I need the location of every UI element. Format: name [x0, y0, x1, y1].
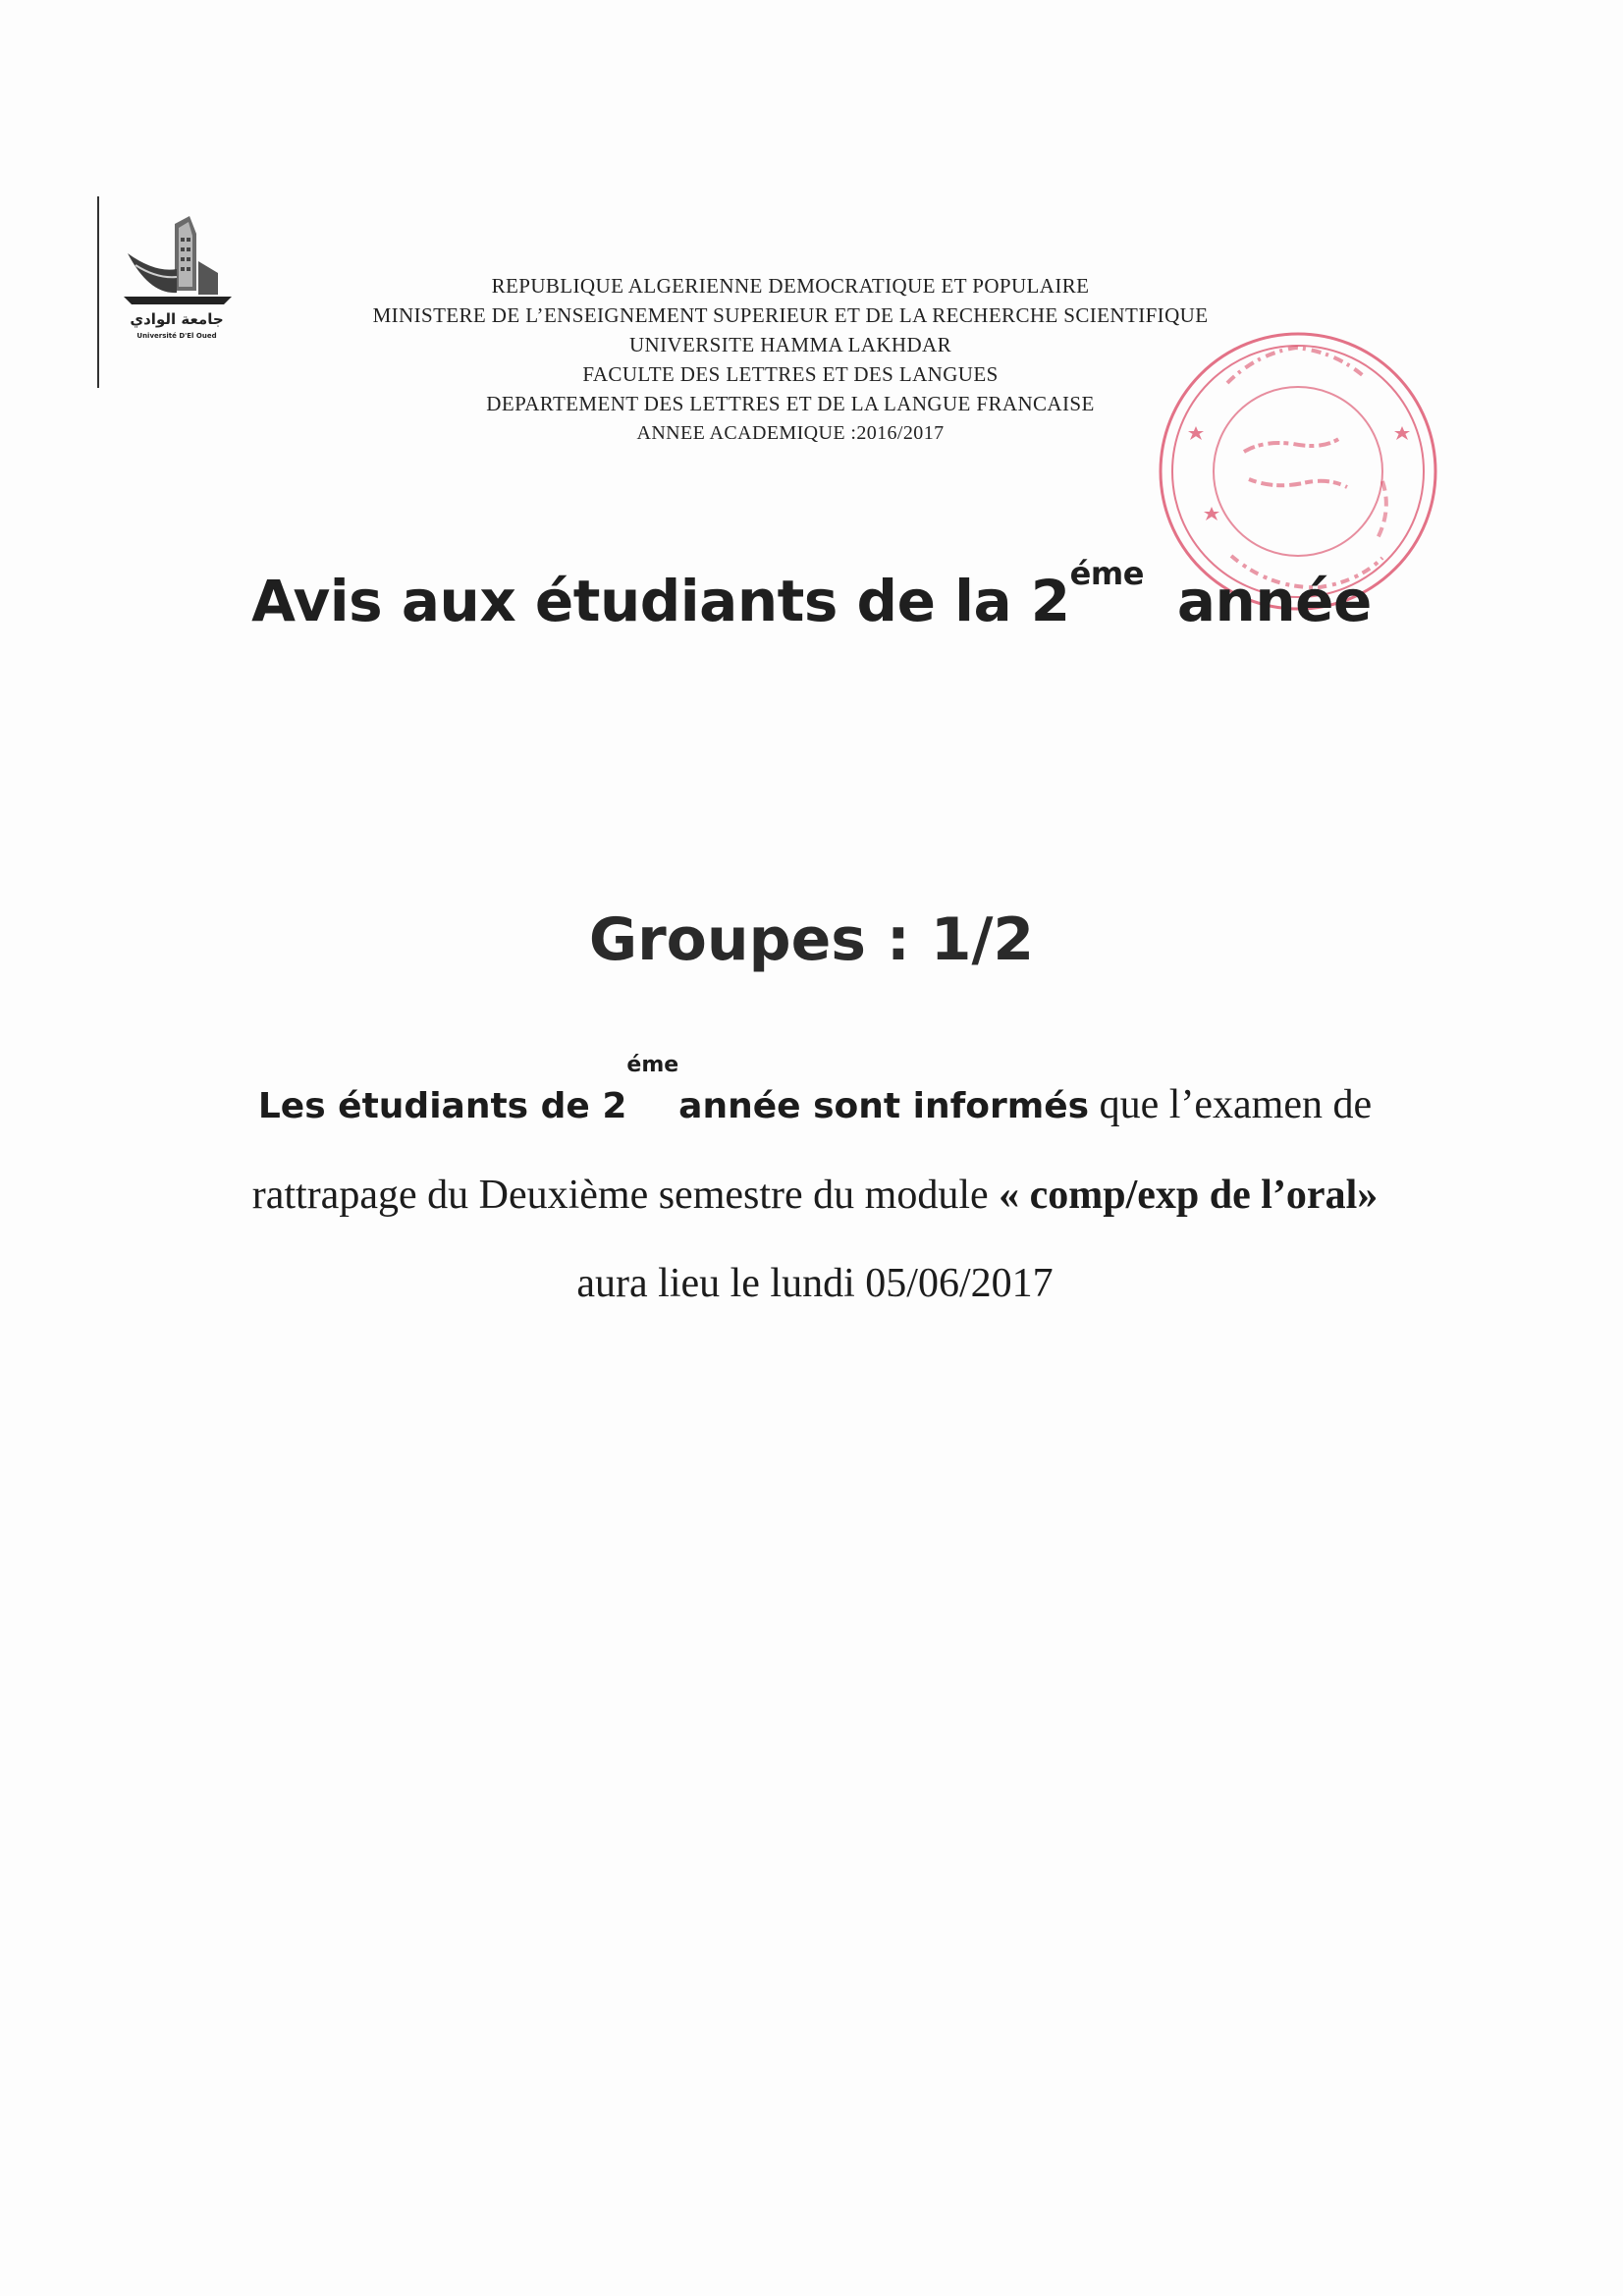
body-bold-start: [257, 1053, 1090, 1126]
notice-body: [128, 1053, 1502, 1328]
institution-header: [295, 271, 1286, 448]
academic-year-line: ANNEE ACADEMIQUE :2016/2017: [636, 422, 945, 444]
body-line-1: [128, 1053, 1502, 1151]
body-line-2: [128, 1151, 1502, 1239]
ministry-line: MINISTERE DE L’ENSEIGNEMENT SUPERIEUR ET DE LA RECHERCHE SCIENTIFIQUE: [372, 303, 1209, 327]
notice-title: [0, 555, 1623, 634]
body-line1-rest: que l’examen de: [1089, 1082, 1373, 1127]
module-name: « comp/exp de l’oral»: [999, 1173, 1379, 1218]
building-logo-icon: [116, 214, 248, 342]
body-superscript: éme: [626, 1053, 679, 1077]
faculty-line: FACULTE DES LETTRES ET DES LANGUES: [582, 362, 999, 386]
svg-text:Université D'El Oued: Université D'El Oued: [136, 332, 217, 340]
title-prefix: Avis aux étudiants de la 2: [251, 568, 1070, 634]
body-bold-mid-text: année sont informés: [678, 1086, 1090, 1126]
body-line2-start: rattrapage du Deuxième semestre du module: [251, 1173, 1000, 1218]
university-logo: [116, 214, 248, 342]
university-line: UNIVERSITE HAMMA LAKHDAR: [628, 333, 952, 356]
body-line-3: aura lieu le lundi 05/06/2017: [576, 1261, 1054, 1306]
svg-text:جامعة الوادي: جامعة الوادي: [130, 310, 224, 328]
title-superscript: éme: [1069, 555, 1144, 592]
groups-heading: Groupes : 1/2: [588, 905, 1035, 974]
department-line: DEPARTEMENT DES LETTRES ET DE LA LANGUE FRANCAISE: [486, 392, 1095, 415]
republic-line: REPUBLIQUE ALGERIENNE DEMOCRATIQUE ET POPULAIRE: [491, 274, 1090, 298]
left-margin-rule: [97, 196, 99, 388]
body-bold-start-text: Les étudiants de 2: [257, 1086, 627, 1126]
title-suffix: année: [1176, 568, 1372, 634]
